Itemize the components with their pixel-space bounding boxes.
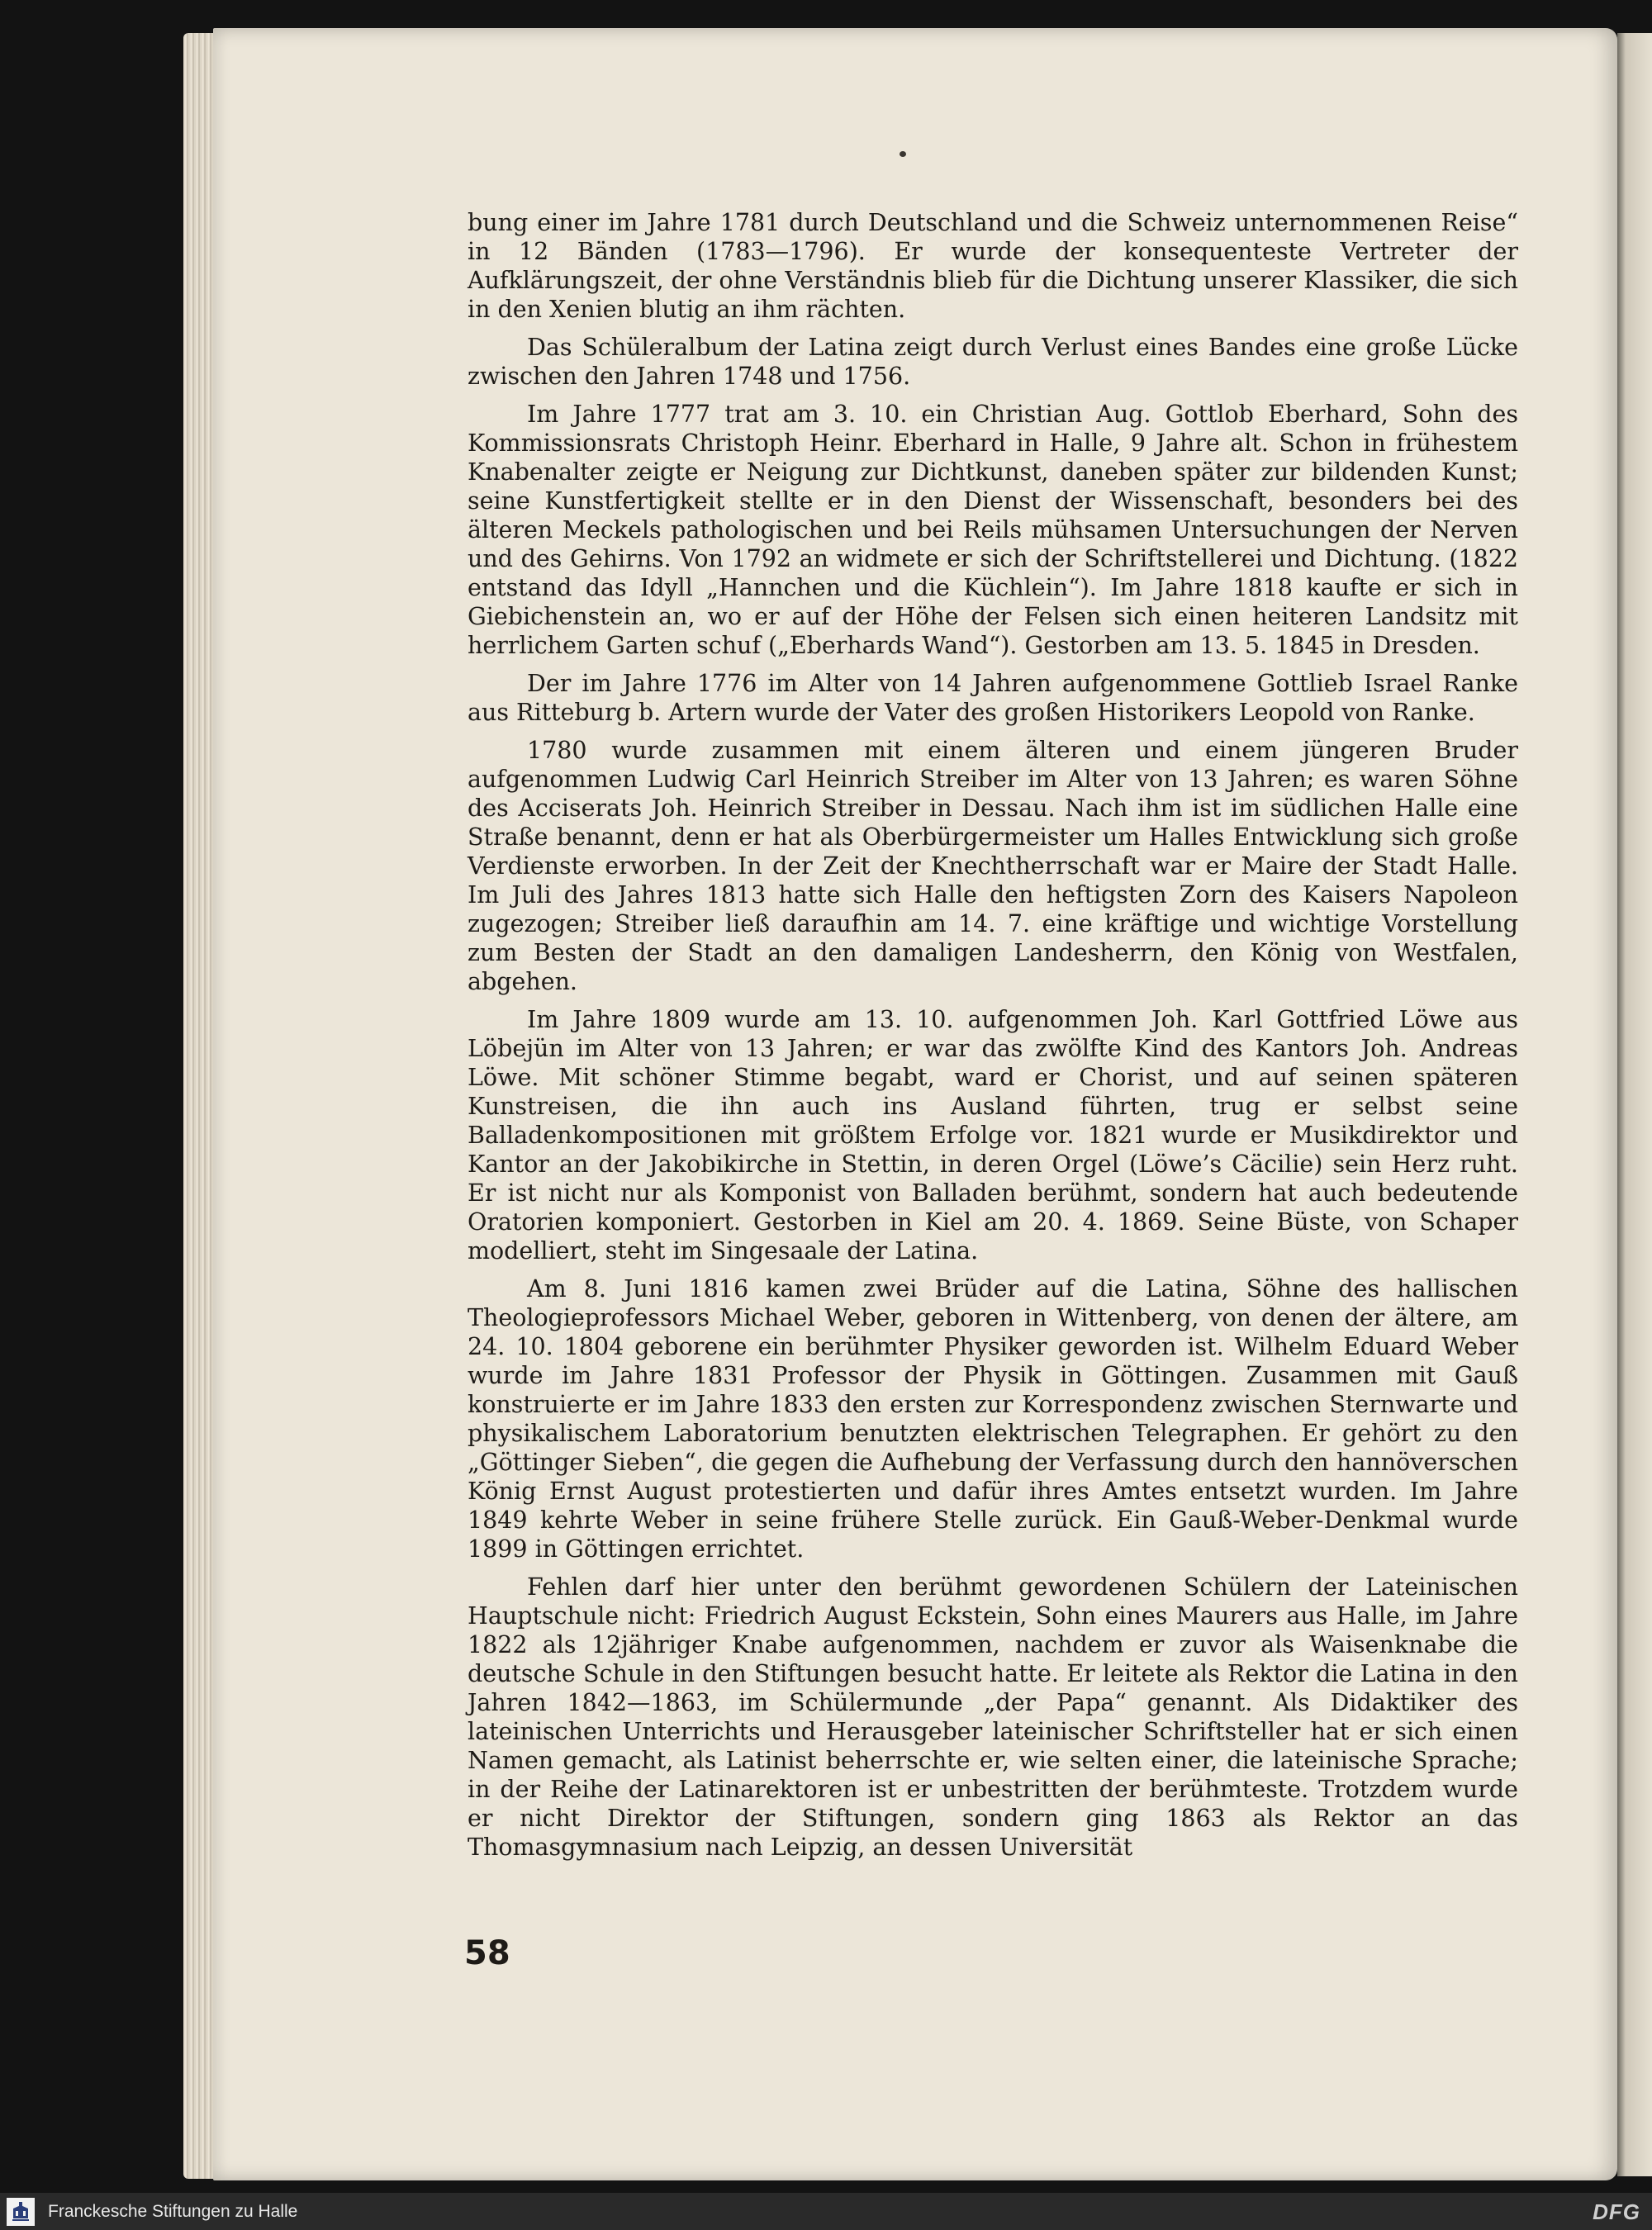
paragraph-8: Fehlen darf hier unter den berühmt gewordenen Schülern der Lateinischen Hauptschule nicht: Friedrich August Eckstein, Sohn eines Maurers aus Halle, im Jahre 1822 als 12jähriger Knabe aufgenommen, nachdem er zuvor als Waisenknabe die deutsche Schule in den Stiftungen besucht hatte. Er leitete als Rektor die Latina in den Jahren 1842—1863, im Schülermunde „der Papa“ genannt. Als Didaktiker des lateinischen Unterrichts und Herausgeber lateinischer Schriftsteller hat er sich einen Namen gemacht, als Latinist beherrschte er, wie selten einer, die lateinische Sprache; in der Reihe der Latinarektoren ist er unbestritten der berühmteste. Trotzdem wurde er nicht Direktor der Stiftungen, sondern ging 1863 als Rektor an das Thomasgymnasium nach Leipzig, an dessen Universität — [468, 1573, 1518, 1861]
francke-logo-glyph — [10, 2200, 31, 2223]
paragraph-6: Im Jahre 1809 wurde am 13. 10. aufgenommen Joh. Karl Gottfried Löwe aus Löbejün im Alter von 13 Jahren; er war das zwölfte Kind des Kantors Joh. Andreas Löwe. Mit schöner Stimme begabt, ward er Chorist, und auf seinen späteren Kunstreisen, die ihn auch ins Ausland führten, trug er selbst seine Balladenkompositionen mit größtem Erfolge vor. 1821 wurde er Musikdirektor und Kantor an der Jakobikirche in Stettin, in deren Orgel (Löwe’s Cäcilie) sein Herz ruht. Er ist nicht nur als Komponist von Balladen berühmt, sondern hat auch bedeutende Oratorien komponiert. Gestorben in Kiel am 20. 4. 1869. Seine Büste, von Schaper modelliert, steht im Singesaale der Latina. — [468, 1006, 1518, 1264]
body-text — [468, 208, 1518, 1871]
paragraph-2: Das Schüleralbum der Latina zeigt durch Verlust eines Bandes eine große Lücke zwischen den Jahren 1748 und 1756. — [468, 334, 1518, 390]
paragraph-5: 1780 wurde zusammen mit einem älteren und einem jüngeren Bruder aufgenommen Ludwig Carl Heinrich Streiber im Alter von 13 Jahren; es waren Söhne des Acciserats Joh. Heinrich Streiber in Dessau. Nach ihm ist im südlichen Halle eine Straße benannt, denn er hat als Oberbürgermeister um Halles Entwicklung sich große Verdienste erworben. In der Zeit der Knechtherrschaft war er Maire der Stadt Halle. Im Juli des Jahres 1813 hatte sich Halle den heftigsten Zorn des Kaisers Napoleon zugezogen; Streiber ließ daraufhin am 14. 7. eine kräftige und wichtige Vorstellung zum Besten der Stadt an den damaligen Landesherrn, den König von Westfalen, abgehen. — [468, 737, 1518, 995]
paragraph-3: Im Jahre 1777 trat am 3. 10. ein Christian Aug. Gottlob Eberhard, Sohn des Kommissionsrats Christoph Heinr. Eberhard in Halle, 9 Jahre alt. Schon in frühestem Knabenalter zeigte er Neigung zur Dichtkunst, daneben später zur bildenden Kunst; seine Kunstfertigkeit stellte er in den Dienst der Wissenschaft, besonders bei des älteren Meckels pathologischen und bei Reils mühsamen Untersuchungen der Nerven und des Gehirns. Von 1792 an widmete er sich der Schriftstellerei und Dichtung. (1822 entstand das Idyll „Hannchen und die Küchlein“). Im Jahre 1818 kaufte er sich in Giebichenstein an, wo er auf der Höhe der Felsen sich einen heiteren Landsitz mit herrlichem Garten schuf („Eberhards Wand“). Gestorben am 13. 5. 1845 in Dresden. — [468, 401, 1518, 659]
viewer-footer — [0, 2193, 1652, 2230]
dfg-logo[interactable]: DFG — [1593, 2199, 1640, 2224]
francke-foundation-logo-icon[interactable] — [7, 2198, 35, 2226]
page-number: 58 — [464, 1934, 510, 1972]
institution-name[interactable]: Franckesche Stiftungen zu Halle — [48, 2202, 298, 2221]
paragraph-7: Am 8. Juni 1816 kamen zwei Brüder auf die Latina, Söhne des hallischen Theologieprofessors Michael Weber, geboren in Wittenberg, von denen der ältere, am 24. 10. 1804 geborene ein berühmter Physiker geworden ist. Wilhelm Eduard Weber wurde im Jahre 1831 Professor der Physik in Göttingen. Zusammen mit Gauß konstruierte er im Jahre 1833 den ersten zur Korrespondenz zwischen Sternwarte und physikalischem Laboratorium benutzten elektrischen Telegraphen. Er gehört zu den „Göttinger Sieben“, die gegen die Aufhebung der Verfassung durch den hannöverschen König Ernst August protestierten und dafür ihres Amtes entsetzt wurden. Im Jahre 1849 kehrte Weber in seine frühere Stelle zurück. Ein Gauß-Weber-Denkmal wurde 1899 in Göttingen errichtet. — [468, 1275, 1518, 1563]
adjacent-page-edge — [1617, 33, 1652, 2176]
ink-speck — [900, 151, 906, 157]
page-stack-edge — [183, 33, 216, 2179]
paragraph-4: Der im Jahre 1776 im Alter von 14 Jahren aufgenommene Gottlieb Israel Ranke aus Ritteburg b. Artern wurde der Vater des großen Historikers Leopold von Ranke. — [468, 670, 1518, 726]
paragraph-1: bung einer im Jahre 1781 durch Deutschland und die Schweiz unternommenen Reise“ in 12 Bänden (1783—1796). Er wurde der konsequenteste Vertreter der Aufklärungszeit, der ohne Verständnis blieb für die Dichtung unserer Klassiker, die sich in den Xenien blutig an ihm rächten. — [468, 209, 1518, 323]
